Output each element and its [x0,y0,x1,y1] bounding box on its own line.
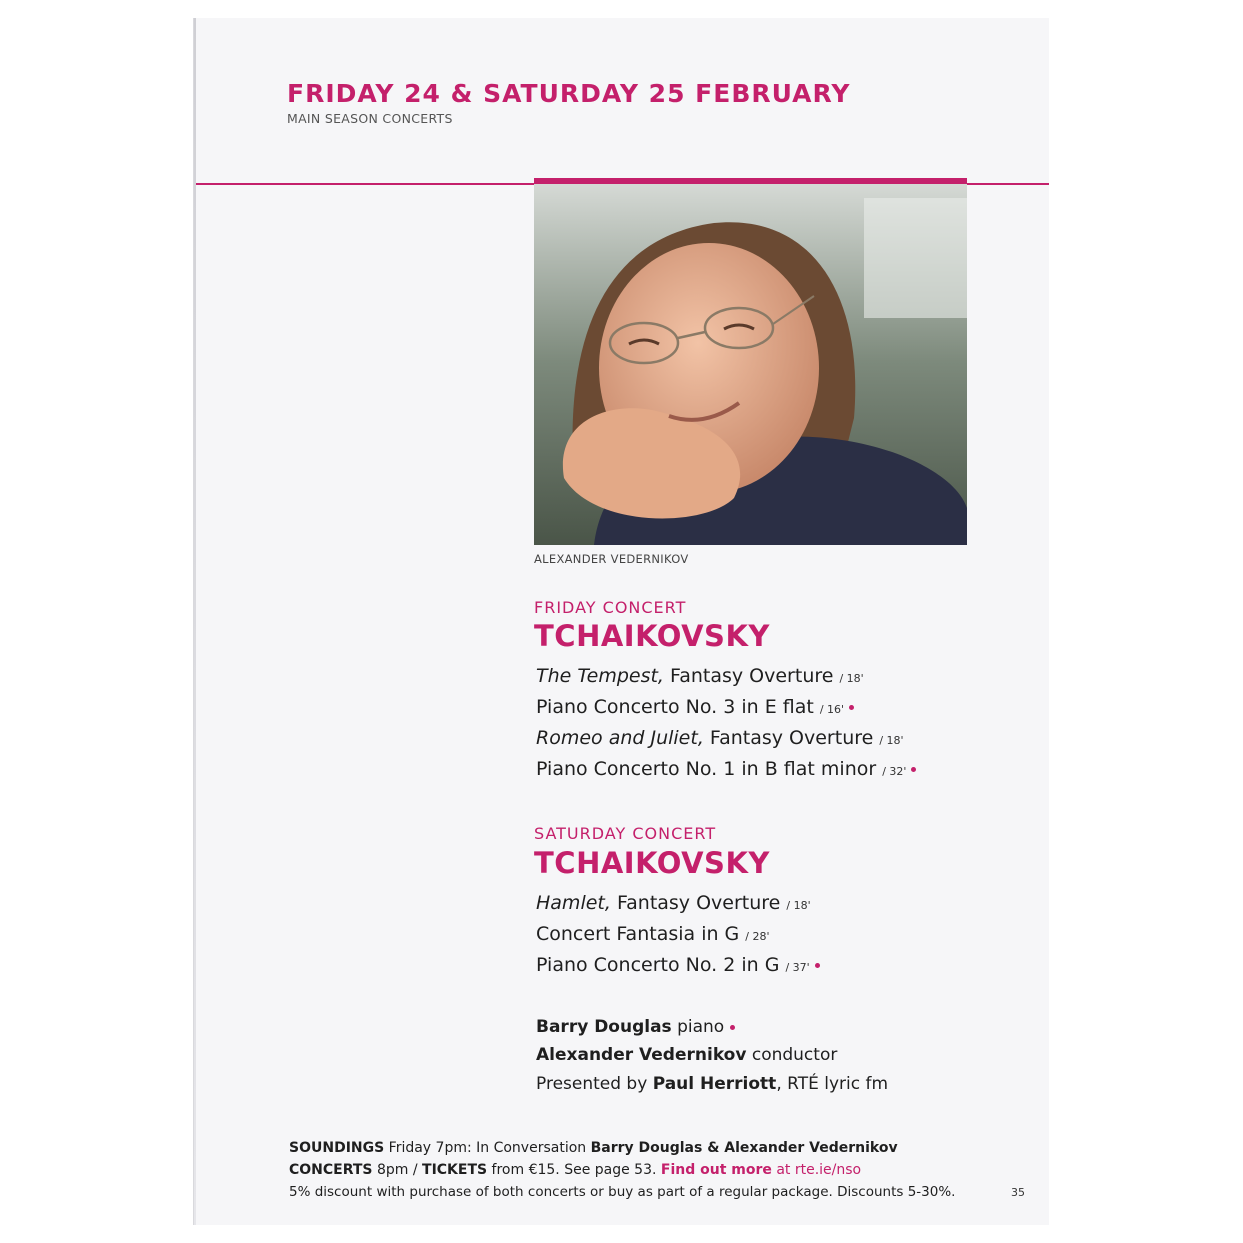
pianist-credit [536,1017,735,1037]
page-number: 35 [1011,1186,1025,1199]
program-work [536,758,916,780]
tickets-label: TICKETS [422,1162,488,1178]
work-title-italic: The Tempest, [536,665,664,687]
work-duration: / 18' [879,734,904,747]
work-duration: / 28' [745,930,770,943]
soundings-names: Barry Douglas & Alexander Vedernikov [590,1140,898,1156]
page-binding-edge [194,18,196,1225]
program-work [536,665,864,687]
conductor-photo [534,178,967,545]
concerts-label: CONCERTS [289,1162,373,1178]
portrait-photo-icon [534,178,967,545]
conductor-credit [536,1045,837,1065]
program-work [536,727,904,749]
piano-marker-icon [815,963,820,968]
footer-concerts [289,1162,861,1178]
pianist-role: piano [671,1017,725,1037]
work-duration: / 16' [819,703,845,716]
work-title: Fantasy Overture [703,727,874,749]
piano-marker-icon [849,705,854,710]
work-duration: / 18' [786,899,811,912]
soundings-label: SOUNDINGS [289,1140,385,1156]
program-work [536,696,854,718]
tickets-text: from €15. See page 53. [487,1162,661,1178]
work-duration: / 32' [882,765,907,778]
conductor-name: Alexander Vedernikov [536,1045,747,1065]
work-title: Piano Concerto No. 3 in E flat [536,696,814,718]
website-link[interactable]: at rte.ie/nso [771,1162,862,1178]
concerts-time: 8pm / [372,1162,423,1178]
work-title: Piano Concerto No. 1 in B flat minor [536,758,877,780]
work-title: Fantasy Overture [663,665,834,687]
program-work [536,923,770,945]
footer-discount: 5% discount with purchase of both concerts or buy as part of a regular package. Discounts 5-30%. [289,1184,956,1200]
presenter-suffix: , RTÉ lyric fm [776,1074,889,1094]
friday-composer: TCHAIKOVSKY [534,619,770,653]
header-subtitle: MAIN SEASON CONCERTS [287,111,453,126]
conductor-role: conductor [746,1045,838,1065]
work-duration: / 18' [839,672,864,685]
header-date: FRIDAY 24 & SATURDAY 25 FEBRUARY [287,79,851,108]
pianist-name: Barry Douglas [536,1017,672,1037]
soundings-text: Friday 7pm: In Conversation [384,1140,591,1156]
program-work [536,954,820,976]
work-title: Concert Fantasia in G [536,923,740,945]
presenter-prefix: Presented by [536,1074,653,1094]
piano-marker-icon [911,767,916,772]
work-title: Piano Concerto No. 2 in G [536,954,780,976]
friday-concert-label: FRIDAY CONCERT [534,598,687,617]
photo-caption: ALEXANDER VEDERNIKOV [534,552,689,566]
presenter-credit [536,1074,888,1094]
work-title-italic: Hamlet, [536,892,611,914]
work-title: Fantasy Overture [610,892,781,914]
work-duration: / 37' [785,961,810,974]
piano-marker-icon [730,1025,735,1030]
work-title-italic: Romeo and Juliet, [536,727,704,749]
program-work [536,892,811,914]
find-out-more-link[interactable]: Find out more [660,1162,772,1178]
footer-soundings [289,1140,898,1156]
saturday-concert-label: SATURDAY CONCERT [534,824,717,843]
presenter-name: Paul Herriott [652,1074,777,1094]
saturday-composer: TCHAIKOVSKY [534,846,770,880]
